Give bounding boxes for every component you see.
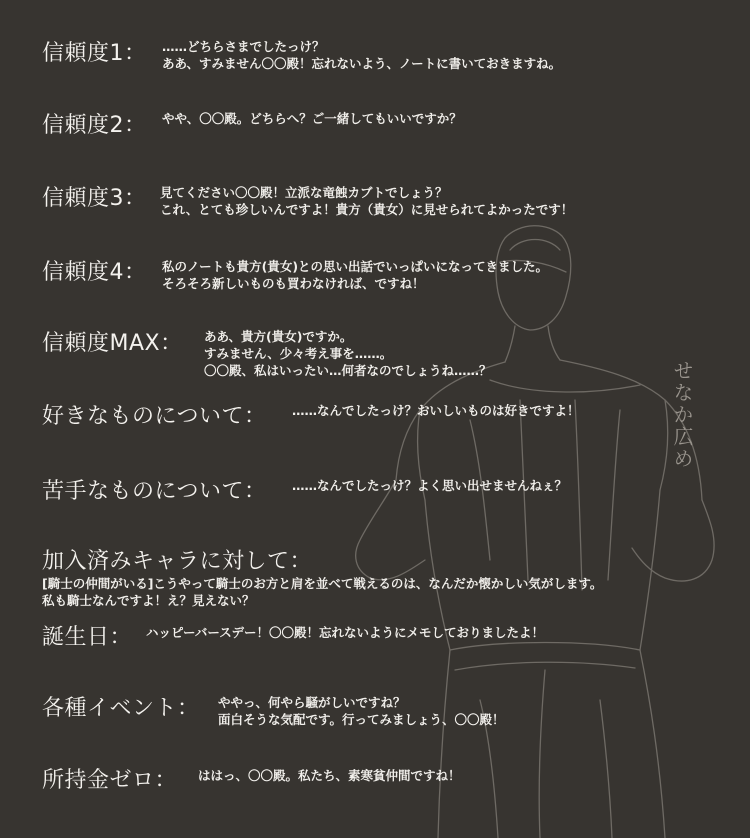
entry-line: 〇〇殿、私はいったい…何者なのでしょうね……？ — [204, 363, 492, 378]
entry-label-events: 各種イベント： — [42, 696, 200, 721]
entry-line: ……なんでしたっけ？おいしいものは好きですよ！ — [292, 403, 580, 418]
entry-label-zero-money: 所持金ゼロ： — [42, 768, 178, 793]
entry-line: ややっ、何やら騒がしいですね？ — [218, 695, 406, 710]
entry-line: 見てください〇〇殿！立派な竜蝕カブトでしょう？ — [160, 185, 448, 200]
entry-text-events — [218, 694, 505, 728]
entry-text-trust-3 — [160, 184, 573, 218]
entry-text-trust-4 — [162, 258, 548, 292]
entry-line: 私のノートも貴方(貴女)との思い出話でいっぱいになってきました。 — [162, 259, 549, 274]
entry-label-trust-3: 信頼度3： — [42, 186, 147, 211]
entry-label-trust-2: 信頼度2： — [42, 113, 147, 138]
entry-label-birthday: 誕生日： — [42, 625, 133, 650]
entry-line: ……なんでしたっけ？よく思い出せませんねぇ？ — [292, 478, 568, 493]
entry-text-trust-1 — [162, 38, 561, 72]
entry-line: [騎士の仲間がいる]こうやって騎士のお方と肩を並べて戦えるのは、なんだか懐かしい気がします。 — [42, 576, 603, 591]
entry-label-party-members: 加入済みキャラに対して： — [42, 549, 313, 574]
entry-line: そろそろ新しいものも買わなければ、ですね！ — [162, 276, 425, 291]
entry-line: ……どちらさまでしたっけ？ — [162, 39, 325, 54]
entry-label-trust-1: 信頼度1： — [42, 41, 147, 66]
entry-text-zero-money — [198, 767, 461, 784]
entry-text-trust-2 — [162, 110, 462, 127]
entry-text-trust-max — [204, 328, 492, 379]
entry-line: やや、〇〇殿。どちらへ？ご一緒してもいいですか？ — [162, 111, 462, 126]
entry-line: これ、とても珍しいんですよ！貴方（貴女）に見せられてよかったです！ — [160, 202, 574, 217]
entry-label-likes: 好きなものについて： — [42, 404, 267, 429]
entry-line: すみません、少々考え事を……。 — [204, 346, 393, 361]
sketch-note: せなか広め — [670, 360, 694, 470]
entry-line: ああ、すみません〇〇殿！忘れないよう、ノートに書いておきますね。 — [162, 56, 562, 71]
entry-line: 私も騎士なんですよ！え？見えない？ — [42, 593, 255, 608]
entry-text-party-members — [42, 575, 602, 609]
entry-text-likes — [292, 402, 580, 419]
entry-label-dislikes: 苦手なものについて： — [42, 479, 267, 504]
entry-label-trust-max: 信頼度MAX： — [42, 331, 183, 356]
entry-label-trust-4: 信頼度4： — [42, 260, 147, 285]
entry-line: ああ、貴方(貴女)ですか。 — [204, 329, 353, 344]
entry-text-dislikes — [292, 477, 567, 494]
entry-text-birthday — [146, 624, 544, 641]
entry-line: 面白そうな気配です。行ってみましょう、〇〇殿！ — [218, 712, 505, 727]
entry-line: ハッピーバースデー！〇〇殿！忘れないようにメモしておりましたよ！ — [146, 625, 545, 640]
entry-line: ははっ、〇〇殿。私たち、素寒貧仲間ですね！ — [198, 768, 461, 783]
